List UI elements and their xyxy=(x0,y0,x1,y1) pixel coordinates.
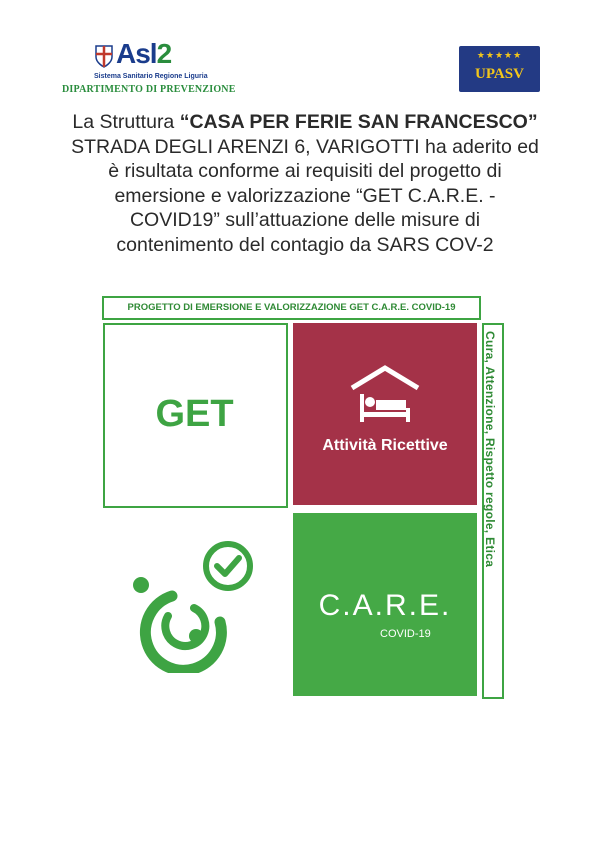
project-banner: PROGETTO DI EMERSIONE E VALORIZZAZIONE GET C.A.R.E. COVID-19 xyxy=(102,296,481,320)
department-title: DIPARTIMENTO DI PREVENZIONE xyxy=(62,84,236,95)
statement-line: emersione e valorizzazione “GET C.A.R.E. - xyxy=(114,184,496,207)
structure-name: “CASA PER FERIE SAN FRANCESCO” xyxy=(179,111,538,133)
values-strip-text-wrap xyxy=(484,325,502,697)
asl-logo-subtitle: Sistema Sanitario Regione Liguria xyxy=(94,73,208,80)
asl-logo-text: Asl2 xyxy=(116,38,172,69)
get-label: GET xyxy=(155,393,234,435)
upasv-logo xyxy=(459,46,540,92)
statement xyxy=(40,110,570,257)
upasv-logo-text: UPASV xyxy=(475,66,524,82)
person-check-icon xyxy=(132,538,264,673)
statement-line: è risultata conforme ai requisiti del progetto di xyxy=(108,160,502,182)
statement-intro: La Struttura xyxy=(72,111,180,133)
stars-icon: ★★★★★ xyxy=(476,50,523,60)
statement-line: contenimento del contagio da SARS COV-2 xyxy=(116,233,494,256)
bed-house-icon xyxy=(346,364,424,426)
attivita-label: Attività Ricettive xyxy=(322,437,448,454)
statement-line: STRADA DEGLI ARENZI 6, VARIGOTTI ha aderito ed xyxy=(71,135,539,158)
crest-icon xyxy=(94,44,114,68)
care-label: C.A.R.E. xyxy=(318,589,452,622)
statement-line: COVID19” sull’attuazione delle misure di xyxy=(129,209,481,231)
values-strip-text: Cura, Attenzione, Rispetto regole, Etica xyxy=(483,331,497,568)
care-sublabel: COVID-19 xyxy=(380,628,431,640)
